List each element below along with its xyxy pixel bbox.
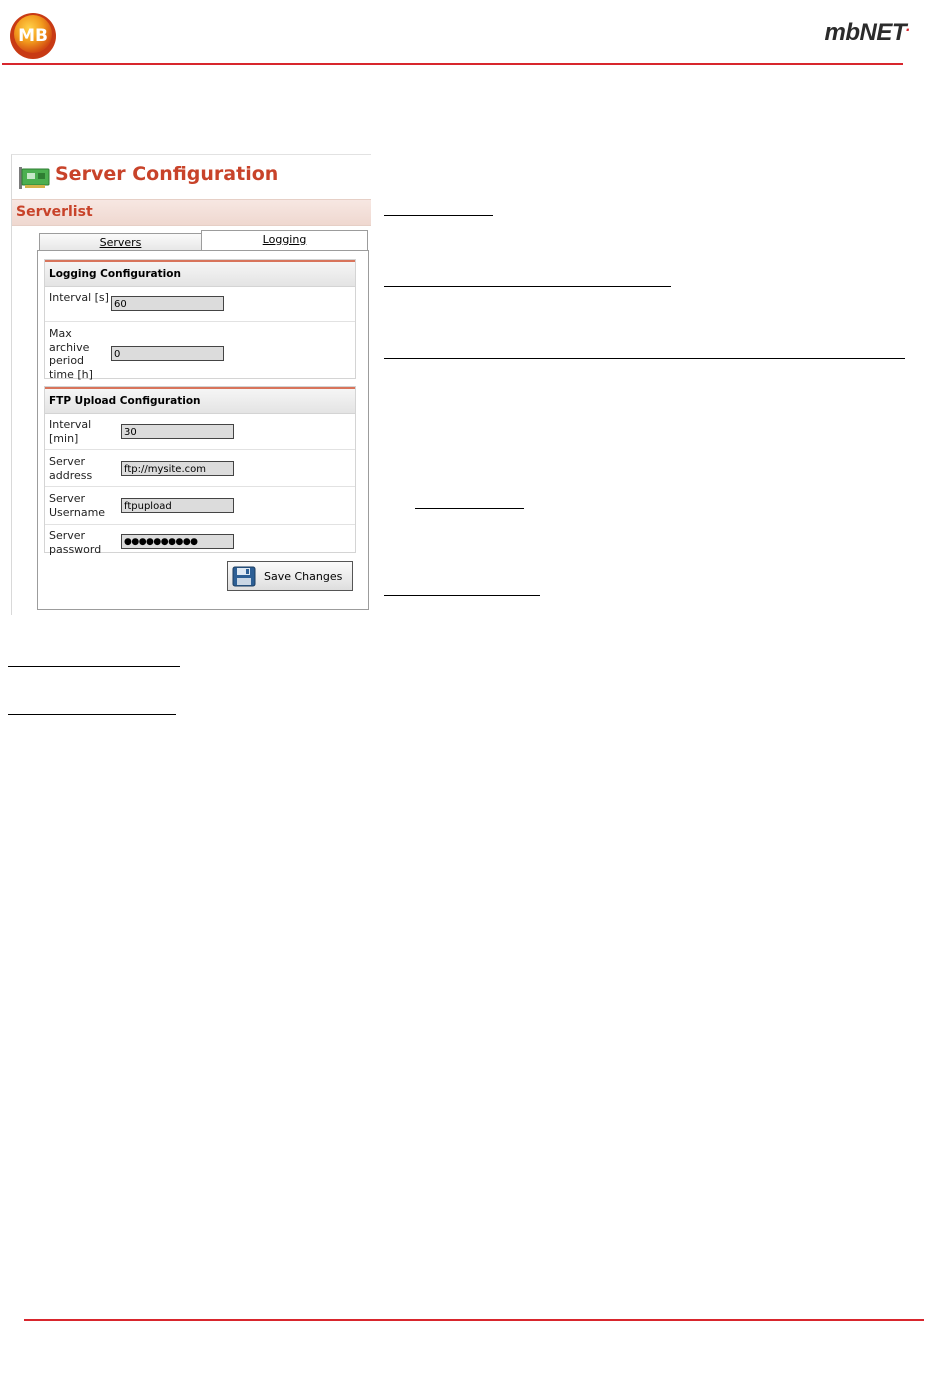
max-archive-label: Max archive period time [h] xyxy=(49,327,93,381)
ftp-upload-heading: FTP Upload Configuration xyxy=(45,387,355,414)
server-username-label: Server Username xyxy=(49,492,106,519)
logging-config-heading: Logging Configuration xyxy=(45,260,355,287)
save-changes-label: Save Changes xyxy=(264,570,343,583)
header-divider xyxy=(2,63,903,65)
server-password-label: Server password xyxy=(49,529,102,556)
floppy-disk-icon xyxy=(232,566,256,587)
svg-text:MB: MB xyxy=(18,26,48,46)
server-password-input[interactable]: ●●●●●●●●●● xyxy=(121,534,234,549)
interval-min-label: Interval [min] xyxy=(49,418,92,445)
logging-config-section xyxy=(44,259,356,379)
tab-logging[interactable]: Logging xyxy=(201,230,368,251)
server-address-input[interactable]: ftp://mysite.com xyxy=(121,461,234,476)
server-address-label: Server address xyxy=(49,455,93,482)
interval-s-input[interactable]: 60 xyxy=(111,296,224,311)
interval-s-label: Interval [s] xyxy=(49,291,109,304)
table-row xyxy=(45,450,355,487)
interval-min-input[interactable]: 30 xyxy=(121,424,234,439)
save-changes-button[interactable] xyxy=(227,561,353,591)
mb-logo-icon xyxy=(8,12,58,60)
ftp-upload-section xyxy=(44,386,356,556)
serverlist-bar xyxy=(12,199,371,226)
logging-tab-content xyxy=(37,250,369,610)
tab-servers[interactable]: Servers xyxy=(39,233,202,251)
serverlist-title: Serverlist xyxy=(16,204,93,220)
panel-title-row xyxy=(12,155,371,198)
table-row xyxy=(45,287,355,322)
server-username-input[interactable]: ftpupload xyxy=(121,498,234,513)
brand-wordmark: mbNET. xyxy=(824,18,910,46)
table-row xyxy=(45,322,355,384)
table-row xyxy=(45,525,355,558)
server-card-icon xyxy=(17,165,51,191)
underline-mark xyxy=(384,595,540,596)
underline-mark xyxy=(8,714,176,715)
max-archive-input[interactable]: 0 xyxy=(111,346,224,361)
server-configuration-panel xyxy=(11,154,371,615)
underline-mark xyxy=(384,215,493,216)
table-row xyxy=(45,487,355,525)
underline-mark xyxy=(415,508,524,509)
underline-mark xyxy=(8,666,180,667)
underline-mark xyxy=(384,358,905,359)
footer-divider xyxy=(24,1319,924,1321)
underline-mark xyxy=(384,286,671,287)
table-row xyxy=(45,414,355,450)
page-title: Server Configuration xyxy=(55,163,279,185)
